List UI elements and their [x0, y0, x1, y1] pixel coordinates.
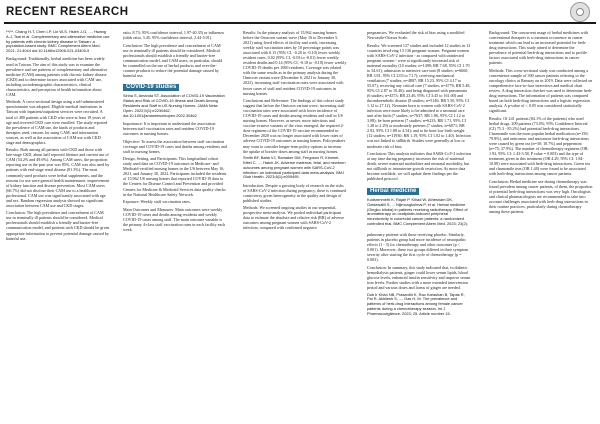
- citation: Sinha S, Amanda ST. Association of COVID-19 Vaccination Status and Risk of COVID-19 Illness and Death Among Residents and Staff in US Nursing Homes. JAMA Netw Open. 2022;5(1):e2230462. doi:10.1001/jamanetworkopen.2022.30462: [123, 93, 225, 118]
- journal-logo-icon: [570, 2, 590, 22]
- column-4: [367, 30, 471, 229]
- paragraph-exposure: Exposure: Weekly staff vaccination rates.: [123, 199, 191, 205]
- paragraph-conclusion: Conclusion: In summary, this study indicated that, in diabetic hemodialysis patients, ginger could lower serum lipids, blood glucose levels, enhanced insulin sensitivity and improve serum iron levels. Further studies with a more extended intervention period and various doses and forms of ginger are needed.: [367, 264, 471, 290]
- paragraph-importance: Importance: It is important to understand the association between staff vaccination rates and resident COVID-19 outcomes in nursing homes.: [123, 120, 216, 137]
- citation: **/**. Chang H-T, Chen I-P, Lin W-S, Hsieh J-G, ..., Hwang A-J, Tsai et al. Complementary and alternative medicine use by patients with chronic kidney disease in Taiwan: a population-based study. BMC Complement Altern Med. 2021; 21:4044 doi:10.1186/s12906-021-03405-9: [6, 29, 110, 54]
- paragraph-methods: Methods: We screened ongoing studies in our sequential, prospective meta-analysis. We pooled individual participant data to estimate the absolute and relative risk (RR) of adverse outcomes among pregnant women with SARS-CoV-2 infection, compared with confirmed negative: [243, 205, 344, 231]
- section-title: RECENT RESEARCH: [6, 6, 129, 18]
- paragraph: pregnancies. We evaluated the risk of bias using a modified Newcastle-Ottawa Scale.: [367, 30, 465, 41]
- paragraph-background: Background: Traditionally, herbal medicine has been widely used in Taiwan. The aim of this study was to examine the prevalence and use patterns of complementary and alternative medicine (CAM) among patients with chronic kidney disease (CKD) and to determine factors associated with CAM use, including sociodemographic characteristics, clinical characteristics, and perception of health information about CAM.: [6, 56, 108, 97]
- paragraph-introduction: Introduction: Despite a growing body of research on the risks of SARS-CoV-2 infection during pregnancy, there is continued controversy given heterogeneity in the quality and design of published studies.: [243, 182, 347, 203]
- page-header: [4, 4, 596, 26]
- column-1: [6, 30, 110, 243]
- column-5: [489, 30, 593, 217]
- column-4-continued: [367, 232, 471, 319]
- column-2: [123, 30, 227, 234]
- paragraph: ratio, 8.73; 95% confidence interval, 1.97-40.35) or influenza (odds ratio, 3.45; 95% confidence interval, 2.44-5.01).: [123, 30, 224, 41]
- paragraph-methods: Methods: A cross-sectional design using a self-administered questionnaire was adopted. Eligible medical institutions in Taiwan with inpatient/outpatient services were recruited. A total of 480 patients with CKD who were at least 18 years of age and received CKD care were enrolled. The study reported the prevalence of CAM use, the kinds of products and therapies used, reasons for using CAM, and information sources, as well as the association of CAM use with CKD stage and demographics.: [6, 99, 108, 145]
- citation: Smith BF, Batta VJ, Ramaker DM, Ferguson R, Kimmel-Kittel C, ..., Hatch JK. Adverse maternal, fetal, and newborn outcomes among pregnant women with SARS-CoV-2 infection: an individual participant data meta-analysis. BMJ Glob Health. 2023;8(1):e009495.: [243, 155, 346, 180]
- section-heading: COVID-19 studies: [123, 84, 179, 91]
- paragraph-background: Background: The concurrent usage of herbal medicines with conventional therapies is a common occurrence in cancer treatment which can lead to an increased potential for herb-drug interactions. This study aimed to determine the prevalence of potential herb-drug interactions and to profile factors associated with herb-drug interactions in cancer patients.: [489, 30, 588, 66]
- paragraph-results: Results: We screened 137 studies and included 12 studies in 12 countries involving 13 136 pregnant women. Pregnant women with SARS-CoV-2 infection - as compared with uninfected pregnant women - were at significantly increased risk of maternal mortality (10 studies; n=1490; RR 7.68, 95% CI 1.70 to 34.61); admission to intensive care unit (8 studies; n=6660; RR 3.81, 95% CI 2.03 to 7.17); receiving mechanical ventilation (7 studies; n=4887; RR 15.23, 95% CI 4.17 to 55.67); receiving any critical care (7 studies; n=4776; RR 5.48, 95% CI 2.87 to 10.46); and being diagnosed with pneumonia (6 studies; n=4573; RR 23.46, 95% CI 3.45 to 161.00) and thromboembolic disease (8 studies; n=5146; RR 5.50, 95% CI 1.12 to 27.12). Neonates born to women with SARS-CoV-2 infection were more likely to be admitted to a neonatal care unit after birth (7 studies; n=7637; RR 1.86, 95% CI 1.12 to 3.08); be born preterm (7 studies; n=6233; RR 1.71, 95% CI 1.28 to 2.29) or moderately preterm (7 studies; n=6071; RR 2.92, 95% CI 1.88 to 4.54); and to be born low birth weight (12 studies; n=11930; RR 1.19, 95% CI 1.02 to 1.40). Infection was not linked to stillbirth. Studies were generally at low or moderate risk of bias.: [367, 42, 471, 149]
- paragraph-results: Results: Both among all patients with CKD and those with late-stage CKD, about half reported lifetime and current use of CAM (54.2% and 49.6%). Among CAM users, the proportion reporting use in the past year was 85%. CAM was also used by patients with end-stage renal disease (81.3%). The most commonly used products were herbal supplements, and the reasons for use were general health maintenance, improvement of kidney function and disease prevention. Most CAM users (66.7%) did not disclose their CAM use to a healthcare professional. CAM use was significantly associated with age and sex. Random regression analysis showed no significant association between CAM use and CKD stages.: [6, 147, 110, 208]
- paragraph-results: Results: Of 241 patients (84.1% of the patients) who used herbal drugs, 209 patients (73.0%; 95% Confidence Interval (CI) 75.3 - 85.2%) had potential herb-drug interactions. Chamomile was the most popular herbal medication (n=150; 79.8%), and anticancer and anticancer herb-drug interactions were caused by green tea (n=30; 10.7%) and peppermint (n=75; 37.9%). The number of chemotherapy regimens (OR: 1.92, 95% CI: 1.43-3.58, P value = 0.003) and the type of treatment given in this treatment (OR 4.29, 95% CI: 1.84-10.08) were associated with herb-drug interactions. Green tea and chamomile teas (OR 1.40) were found to be associated with herb-drug interactions among cancer patients.: [489, 115, 590, 177]
- paragraph: pulmonary patients with those receiving placebo. Similarly, patients in placebo group had more incidence of neuropathic effects (1 - 3) for chemotherapy and other outcomes (p < 0.001). Moreover, these two groups differed in their symptom severity after starting the first cycle of chemotherapy (p = 0.003).: [367, 232, 469, 263]
- paragraph-results: Results: In the primary analysis of 15,962 nursing homes before the Omicron variant wave (May 16 to December 5, 2021) using fixed effects of facility and week, increasing weekly staff vaccination rates by 10 percentage points was associated with 0.15 (95% CI, -0.20 to -0.10) fewer weekly resident cases, 0.02 (95% CI, -0.03 to -0.01) fewer weekly resident deaths and 0.14 (95% CI, -0.18 to -0.10) fewer weekly COVID-19 deaths per 1000 residents. Coverage was related with the same results as in the primary analysis during the Omicron variant wave (December 6, 2021 to January 30, 2022), increasing staff vaccination rates were associated with fewer cases of staff and resident COVID-19 outcomes in nursing homes.: [243, 30, 347, 96]
- paragraph-conclusion: Conclusion: This analysis indicates that SARS-CoV-2 infection at any time during pregnancy increases the risk of maternal death, severe maternal morbidities and neonatal morbidity, but not stillbirth or intrauterine growth restriction. As more data become available, we will update these findings per the published protocol.: [367, 151, 471, 182]
- paragraph-objective: Objective: To assess the association between staff vaccination coverage and COVID-19 cases and deaths among residents and staff in nursing homes.: [123, 138, 227, 154]
- paragraph-outcomes: Main Outcomes and Measures: Main outcomes were weekly COVID-19 cases and deaths among residents and weekly COVID-19 cases among staff. The main outcome variable is the primary 4-class staff vaccination rates in each facility each week.: [123, 206, 226, 232]
- header-rule: [4, 22, 596, 24]
- section-heading: Herbal medicine: [367, 188, 419, 195]
- citation: Dub Ir Khan NB, Prasanthi K, Rao Karashan B, Tapas R, Pai R, Akhilesh S, ..., Das H, M. The prevalence and patterns of herb-drug interactions among female cancer patients during a chemotherapy session. Int J Pharmacovigilance. 2023; 25. Article number 15.: [367, 291, 465, 316]
- citation: Kodsrenmeth K, Rajah P, Kihad W, Athesham DK, Gotsewallil S, ... Nijimongkolmai P, et al. Herbal medicine (Gingko biloba) in patients receiving radiotherapy. Effect of aromatherapy on oxaliplatin-induced peripheral neurotoxicity in colorectal cancer patients: a randomized controlled trial. BMC Complement Altern Med. 2023; 23(2).: [367, 196, 468, 226]
- paragraph-methods: Methods: This cross-sectional study was conducted among a convenience sample of 300 cancer patients referring to the oncology clinics at Ramsay on in 2019. Data were collected on comprehensive face-to-face interviews and medical chart review. A drug interaction checker was used to determine herb-drug interactions. The information of patients was compared based on both herb-drug interactions and a logistic regression analysis. A p-value of < 0.05 was considered statistically significant.: [489, 67, 593, 114]
- paragraph-conclusion: Conclusion: The high prevalence and concealment of CAM use in terminally ill patients should be considered. Medical professionals should establish a friendly and barrier-free communication model, and patients with CKD should be given appropriate information to prevent potential damage caused by harmful use.: [6, 210, 110, 241]
- paragraph-design: Design, Setting, and Participants: This longitudinal cohort study used data on COVID-19 outcomes in Medicare- and Medicaid-certified nursing homes in the US between May 16, 2021, and January 30, 2022. Participants included the residents of 15,962 US nursing homes that reported COVID-19 data to the Centers for Disease Control and Prevention and provided Centers for Medicare & Medicaid Services data quality checks in the National Healthcare Safety Network.: [123, 156, 227, 197]
- paragraph-conclusions: Conclusions and Relevance: The findings of this cohort study suggest that before the Omicron variant wave, increasing staff vaccination rates were associated with lower incidence of COVID-19 cases and deaths among residents and staff in US nursing homes. However, as newer, more infectious and vaccine-evasive variants of the virus emerged, the required 2-dose regimens of the COVID-19 vaccine recommended in December 2020 was no longer associated with lower rates of adverse COVID-19 outcomes in nursing homes. Policymakers may want to consider longer-term policy options to increase the uptake of booster doses among staff in nursing homes.: [243, 98, 346, 154]
- column-3: [243, 30, 347, 233]
- paragraph-conclusion: Conclusion: The high prevalence and concealment of CAM use in terminally ill patients should be considered. Medical professionals should establish a friendly and barrier-free communication model, and CAM users, in particular, should be counselled on the use of herbal products and over-the-counter products to reduce the potential damage caused by harmful use.: [123, 42, 223, 78]
- paragraph-conclusion: Conclusion: Herbal medicine use during chemotherapy was found prevalent among cancer patients, of them, the proportion of potential herb-drug interactions was very high. Oncologists and clinical pharmacologists are recommended to take into account challenges associated with herb-drug interactions in their routine practices, particularly during chemotherapy among these patients.: [489, 178, 593, 215]
